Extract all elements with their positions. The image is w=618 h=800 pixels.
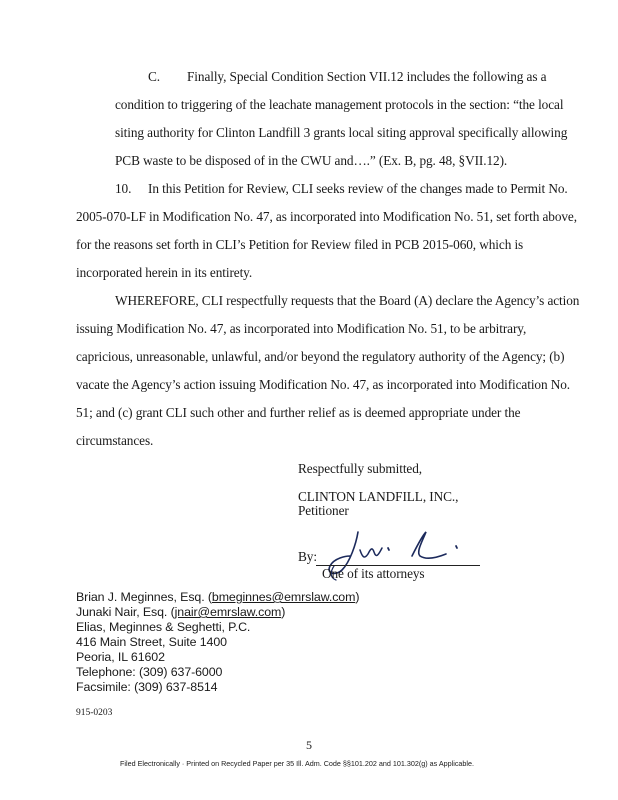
para-10-line-1: In this Petition for Review, CLI seeks review of the changes made to Permit No. (148, 181, 568, 196)
facsimile: Facsimile: (309) 637-8514 (76, 680, 218, 694)
counsel-line-1 (76, 590, 359, 604)
document-id: 915-0203 (76, 708, 113, 718)
counsel-close-2: ) (281, 605, 286, 619)
page-number: 5 (306, 738, 312, 752)
closing: Respectfully submitted, (298, 461, 423, 476)
para-10-line-3: for the reasons set forth in CLI’s Petition for Review filed in PCB 2015-060, which is (76, 237, 524, 252)
filing-footer: Filed Electronically · Printed on Recycled Paper per 35 Ill. Adm. Code §§101.202 and 101.302(g) as Applicable. (120, 759, 474, 768)
para-c-line-2: condition to triggering of the leachate management protocols in the section: “the local (115, 97, 564, 112)
email-link-2[interactable]: jnair@emrslaw.com (174, 605, 282, 619)
address-line-1: 416 Main Street, Suite 1400 (76, 635, 227, 649)
firm-name: Elias, Meginnes & Seghetti, P.C. (76, 620, 251, 634)
email-link-1[interactable]: bmeginnes@emrslaw.com (211, 590, 356, 604)
wherefore-line-1: WHEREFORE, CLI respectfully requests that the Board (A) declare the Agency’s action (115, 293, 580, 308)
wherefore-line-3: capricious, unreasonable, unlawful, and/or beyond the regulatory authority of the Agency; (b) (76, 349, 565, 364)
counsel-name-1: Brian J. Meginnes, Esq. ( (76, 590, 212, 604)
address-line-2: Peoria, IL 61602 (76, 650, 165, 664)
para-10-line-2: 2005-070-LF in Modification No. 47, as incorporated into Modification No. 51, set forth above, (76, 209, 577, 224)
counsel-name-2: Junaki Nair, Esq. ( (76, 605, 175, 619)
counsel-line-2 (76, 605, 285, 619)
wherefore-line-4: vacate the Agency’s action issuing Modification No. 47, as incorporated into Modification No. (76, 377, 571, 392)
petitioner-role: Petitioner (298, 503, 349, 518)
para-c-label: C. (148, 69, 160, 84)
para-10-line-4: incorporated herein in its entirety. (76, 265, 253, 280)
counsel-close-1: ) (355, 590, 360, 604)
para-c-line-1: Finally, Special Condition Section VII.12 includes the following as a (187, 69, 547, 84)
telephone: Telephone: (309) 637-6000 (76, 665, 223, 679)
attorney-caption: One of its attorneys (322, 566, 425, 581)
para-c-line-4: PCB waste to be disposed of in the CWU and….” (Ex. B, pg. 48, §VII.12). (115, 153, 508, 168)
wherefore-line-6: circumstances. (76, 433, 154, 448)
company-name: CLINTON LANDFILL, INC., (298, 489, 459, 504)
wherefore-line-2: issuing Modification No. 47, as incorporated into Modification No. 51, to be arbitrary, (76, 321, 527, 336)
wherefore-line-5: 51; and (c) grant CLI such other and further relief as is deemed appropriate under the (76, 405, 521, 420)
by-label: By: (298, 549, 317, 564)
para-10-number: 10. (115, 181, 132, 196)
para-c-line-3: siting authority for Clinton Landfill 3 grants local siting approval specifically allowing (115, 125, 568, 140)
